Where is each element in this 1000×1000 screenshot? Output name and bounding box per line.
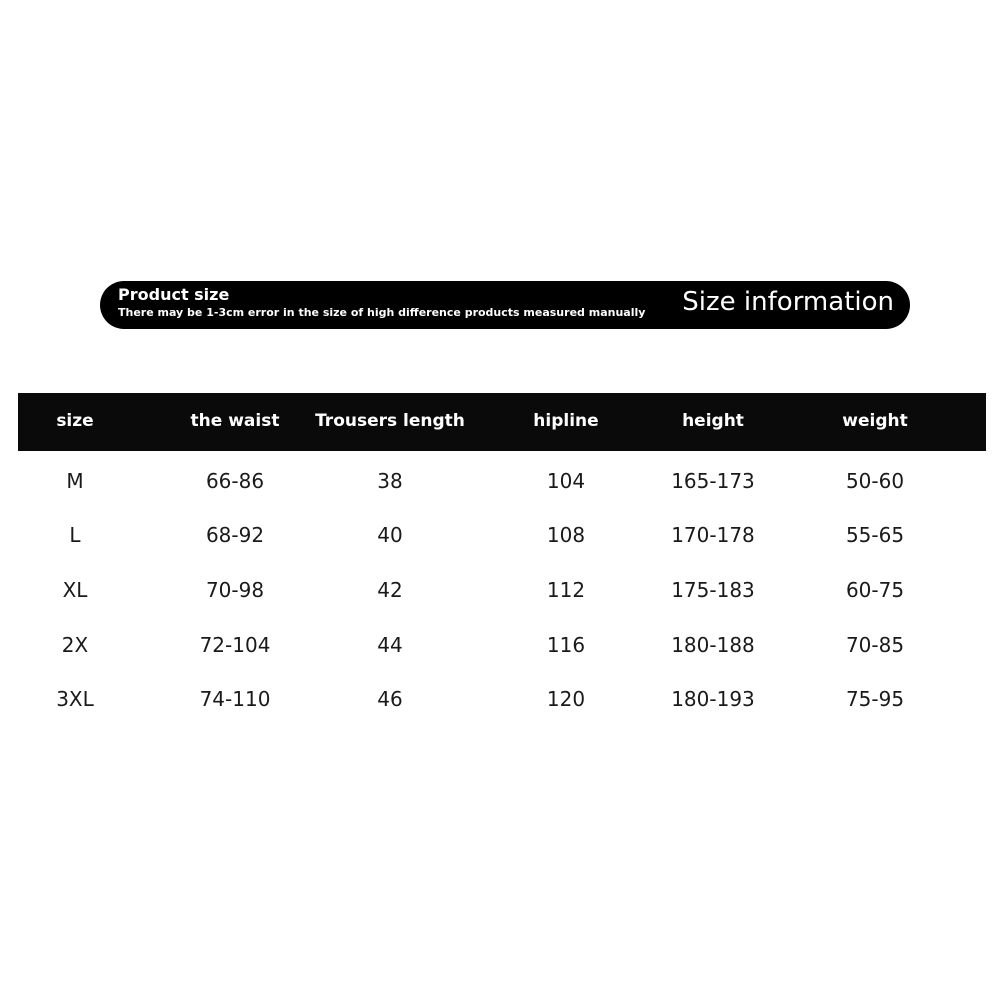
table-cell: 170-178 — [671, 523, 755, 547]
header-hipline: hipline — [533, 411, 599, 431]
table-cell: 50-60 — [845, 469, 905, 493]
table-cell: M — [66, 469, 84, 493]
table-cell: 75-95 — [845, 687, 905, 711]
table-cell: 3XL — [56, 687, 94, 711]
table-cell: 70-85 — [845, 633, 905, 657]
table-cell: 120 — [546, 687, 586, 711]
table-cell: L — [69, 523, 81, 547]
header-waist: the waist — [190, 411, 280, 431]
table-cell: 70-98 — [205, 578, 265, 602]
table-cell: 2X — [61, 633, 89, 657]
table-cell: 74-110 — [199, 687, 271, 711]
table-cell: 116 — [546, 633, 586, 657]
table-cell: 66-86 — [205, 469, 265, 493]
table-cell: 46 — [377, 687, 403, 711]
table-cell: 68-92 — [205, 523, 265, 547]
table-cell: 104 — [546, 469, 586, 493]
banner-title: Product size — [118, 285, 230, 304]
table-cell: 55-65 — [845, 523, 905, 547]
table-cell: 60-75 — [845, 578, 905, 602]
table-cell: 175-183 — [671, 578, 755, 602]
table-cell: 180-193 — [671, 687, 755, 711]
table-cell: 165-173 — [671, 469, 755, 493]
header-size: size — [56, 411, 94, 431]
table-cell: 112 — [546, 578, 586, 602]
table-cell: 108 — [546, 523, 586, 547]
table-cell: 180-188 — [671, 633, 755, 657]
banner-note: There may be 1-3cm error in the size of high difference products measured manually — [118, 306, 646, 319]
table-cell: 72-104 — [199, 633, 271, 657]
table-cell: 40 — [377, 523, 403, 547]
table-cell: 44 — [377, 633, 403, 657]
table-cell: 38 — [377, 469, 403, 493]
banner-info-label: Size information — [682, 287, 894, 317]
header-trousers-length: Trousers length — [315, 411, 465, 431]
table-cell: XL — [62, 578, 88, 602]
header-weight: weight — [842, 411, 908, 431]
table-cell: 42 — [377, 578, 403, 602]
header-height: height — [682, 411, 744, 431]
size-info-banner — [100, 281, 910, 329]
